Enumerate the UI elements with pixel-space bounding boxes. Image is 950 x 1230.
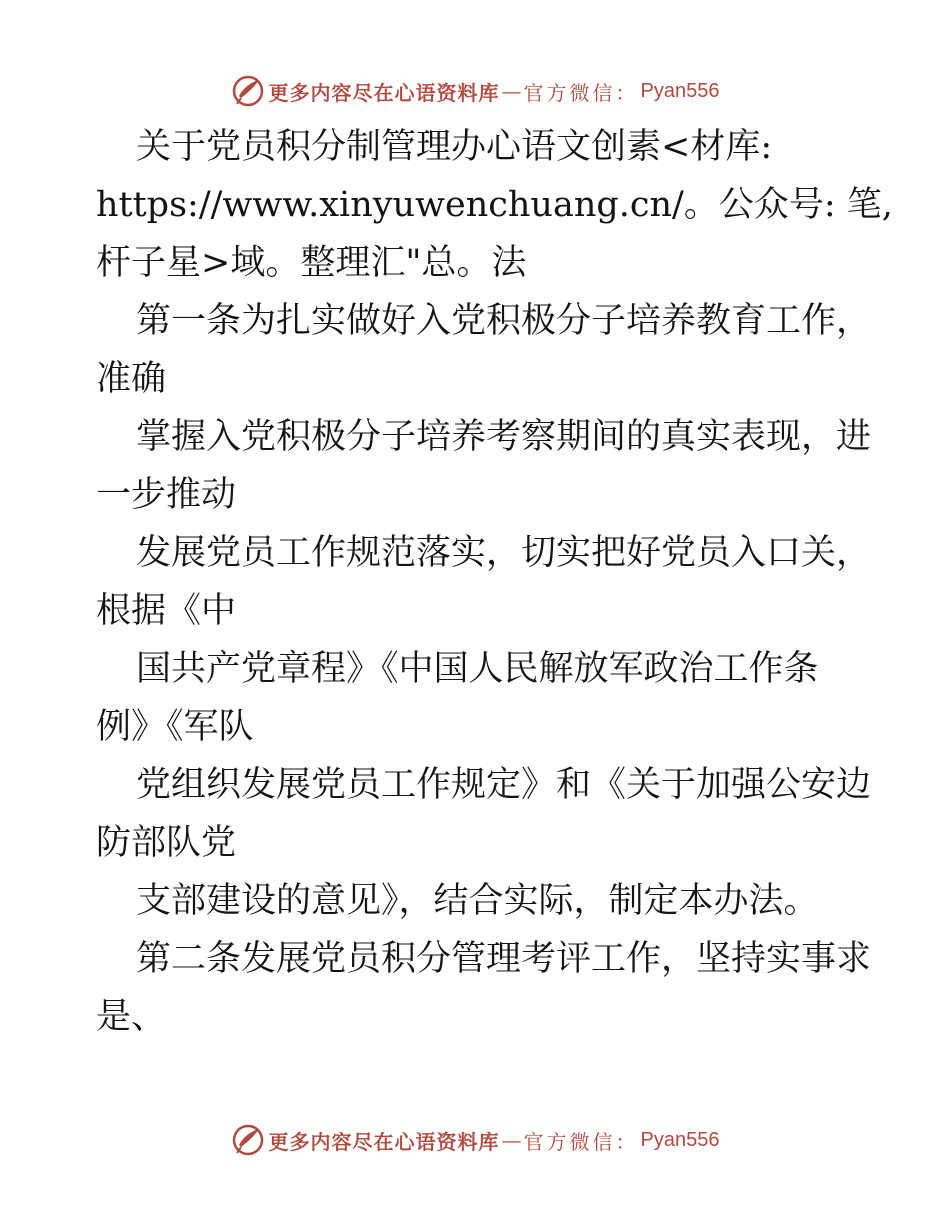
body-line: https://www.xinyuwenchuang.cn/。公众号: 笔, — [96, 185, 893, 225]
body-line: 例》《军队 — [96, 707, 254, 747]
banner-wechat-id: Pyan556 — [640, 1128, 720, 1151]
body-line: 党组织发展党员工作规定》和《关于加强公安边 — [136, 765, 872, 805]
body-line: 支部建设的意见》，结合实际，制定本办法。 — [136, 881, 819, 921]
footer-banner — [0, 1120, 950, 1160]
body-line: 一步推动 — [96, 475, 237, 515]
body-line: 是、 — [96, 997, 167, 1037]
body-line: 发展党员工作规范落实，切实把好党员入口关， — [136, 533, 872, 573]
banner-wechat-label: 官方微信： — [523, 1129, 639, 1154]
body-line: 杆子星>域。整理汇"总。法 — [96, 243, 527, 283]
body-line: 根据《中 — [96, 591, 237, 631]
banner-wechat-label: 官方微信： — [523, 80, 639, 105]
banner-wechat-id: Pyan556 — [640, 79, 720, 102]
banner-brand: 更多内容尽在心语资料库 — [268, 1129, 500, 1154]
quill-pen-logo-icon — [231, 1123, 265, 1157]
body-line: 第一条为扎实做好入党积极分子培养教育工作， — [136, 301, 872, 341]
banner-dash: — — [501, 1128, 522, 1152]
body-line: 第二条发展党员积分管理考评工作，坚持实事求 — [136, 939, 872, 979]
body-line: 关于党员积分制管理办心语文创素<材库: — [136, 127, 773, 167]
quill-pen-logo-icon — [231, 74, 265, 108]
body-line: 国共产党章程》《中国人民解放军政治工作条 — [136, 649, 819, 689]
header-banner — [0, 71, 950, 111]
body-line: 准确 — [96, 359, 167, 399]
banner-brand: 更多内容尽在心语资料库 — [268, 80, 500, 105]
body-line: 防部队党 — [96, 823, 237, 863]
body-line: 掌握入党积极分子培养考察期间的真实表现，进 — [136, 417, 872, 457]
banner-dash: — — [501, 79, 522, 103]
